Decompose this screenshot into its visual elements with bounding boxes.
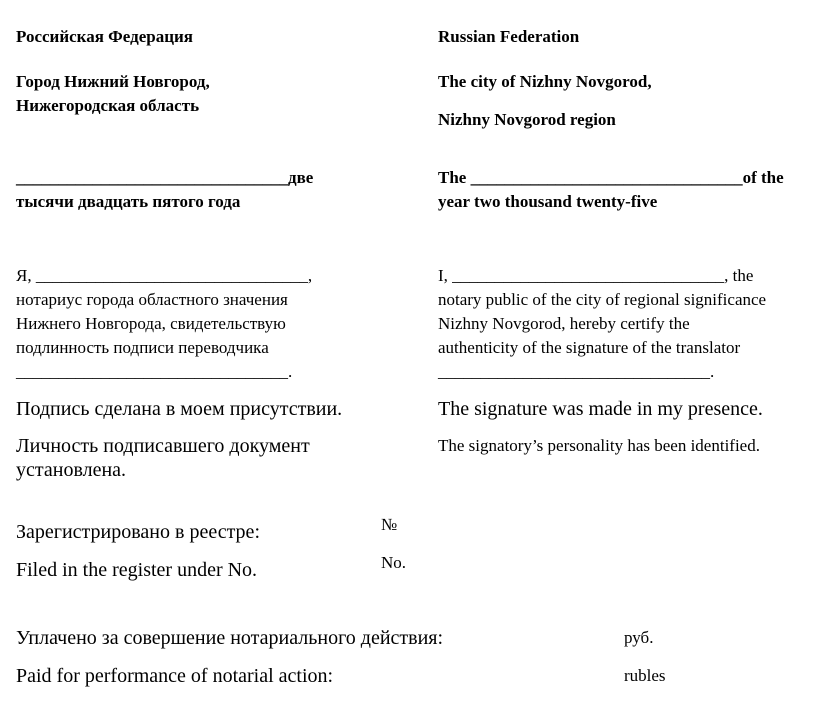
right-presence: The signature was made in my presence.	[438, 398, 763, 420]
right-city-line1: The city of Nizhny Novgorod,	[438, 72, 652, 91]
left-city-line2: Нижегородская область	[16, 96, 200, 115]
left-identity-line1: Личность подписавшего документ	[16, 435, 310, 457]
left-country: Российская Федерация	[16, 27, 193, 46]
right-cert-line5: ________________________________.	[438, 362, 715, 381]
left-cert-line4: подлинность подписи переводчика	[16, 338, 269, 357]
register-number-en: No.	[381, 553, 407, 572]
left-certification	[16, 264, 312, 384]
right-cert-line2: notary public of the city of regional significance	[438, 290, 767, 309]
left-presence: Подпись сделана в моем присутствии.	[16, 398, 343, 420]
payment-currency-en: rubles	[624, 666, 666, 685]
right-certification	[438, 264, 766, 384]
right-cert-line1: I, ________________________________, the	[438, 266, 754, 285]
left-cert-line3: Нижнего Новгорода, свидетельствую	[16, 314, 286, 333]
register-label-en: Filed in the register under No.	[16, 559, 258, 581]
register-label-ru: Зарегистрировано в реестре:	[16, 521, 260, 543]
register-number-ru: №	[381, 515, 398, 534]
payment-label-ru: Уплачено за совершение нотариального действия:	[16, 627, 444, 649]
left-cert-line5: ________________________________.	[16, 362, 293, 381]
left-date-line2: тысячи двадцать пятого года	[16, 192, 241, 211]
right-cert-line4: authenticity of the signature of the translator	[438, 338, 741, 357]
left-date	[16, 166, 313, 214]
right-date	[438, 166, 784, 214]
right-cert-line3: Nizhny Novgorod, hereby certify the	[438, 314, 690, 333]
left-city	[16, 70, 210, 118]
left-identity	[16, 434, 310, 482]
right-identity: The signatory’s personality has been identified.	[438, 436, 760, 455]
right-city-line2: Nizhny Novgorod region	[438, 110, 616, 129]
payment-currency-ru: руб.	[624, 628, 654, 647]
payment-label-en: Paid for performance of notarial action:	[16, 665, 334, 687]
left-date-line1: ________________________________две	[16, 168, 314, 187]
left-cert-line2: нотариус города областного значения	[16, 290, 288, 309]
right-date-line1: The ________________________________of the	[438, 168, 784, 187]
left-cert-line1: Я, ________________________________,	[16, 266, 313, 285]
right-date-line2: year two thousand twenty-five	[438, 192, 658, 211]
left-identity-line2: установлена.	[16, 459, 127, 481]
right-country: Russian Federation	[438, 27, 580, 46]
left-city-line1: Город Нижний Новгород,	[16, 72, 210, 91]
